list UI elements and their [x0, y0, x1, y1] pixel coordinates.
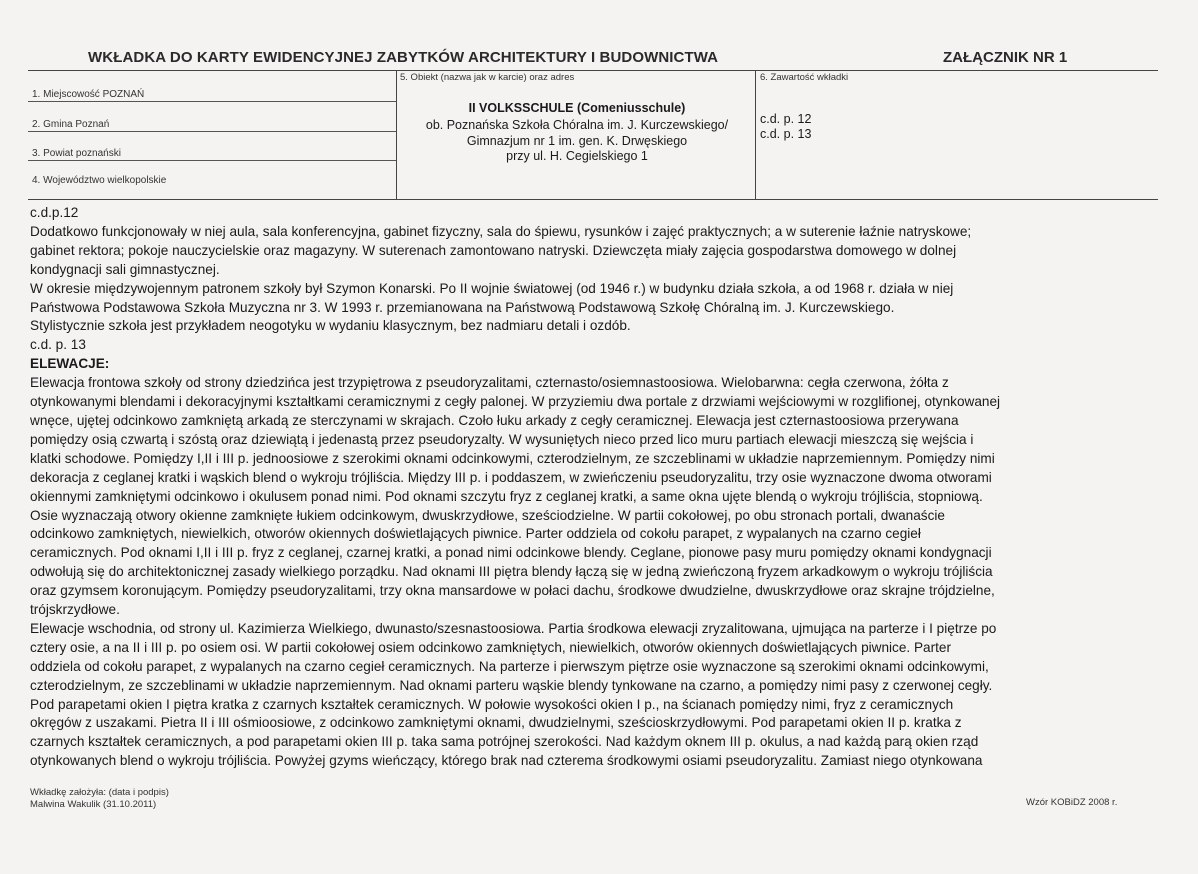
text-line: dekoracja z ceglanej kratki i wąskich blend o wykroju trójliścia. Między III p. i poddaszem, w zwieńczeniu pseudoryzalitu, trzy osie wyznaczone dwoma otworami [30, 469, 992, 485]
text-line: odcinkowo zamkniętych, niewielkich, otworów okiennych doświetlających piwnice. Parter oddziela od cokołu parapet, z wypalanych na czarno cegieł [30, 526, 921, 542]
object-column [396, 71, 756, 199]
text-line: okręgów z uszakami. Pietra II i III ośmioosiowe, z odcinkowo zamkniętymi oknami, dwudzielnymi, sześcioskrzydłowymi. Pod parapetami okien II p. kratka z [30, 715, 962, 731]
document-title: WKŁADKA DO KARTY EWIDENCYJNEJ ZABYTKÓW ARCHITEKTURY I BUDOWNICTWA [88, 49, 719, 66]
contents-item: c.d. p. 13 [760, 127, 812, 141]
text-line: Elewacja frontowa szkoły od strony dziedzińca jest trzypiętrowa z pseudoryzalitami, czternasto/osiemnastoosiowa. Wielobarwna: cegła czerwona, żółta z [30, 375, 949, 391]
text-line: kondygnacji sali gimnastycznej. [30, 261, 220, 277]
text-line: otynkowanych blend o wykroju trójliścia. Powyżej gzyms wieńczący, którego brak nad czterema środkowymi osiami pseudoryzalitu. Zamiast niego otynkowana [30, 753, 983, 769]
location-miejscowosc: 1. Miejscowość POZNAŃ [32, 89, 145, 100]
location-column [28, 71, 396, 199]
header-box [28, 70, 1158, 200]
text-line: Osie wyznaczają otwory okienne zamknięte łukiem odcinkowym, dwuskrzydłowe, sześciodzielne. W partii cokołowej, po obu stronach portali, dwanaście [30, 507, 945, 523]
text-line: czterodzielnym, ze szczeblinami w układzie naprzemiennym. Nad oknami parteru wąskie blendy tynkowane na czarno, a pomiędzy nimi pasy z czerwonej cegły. [30, 677, 993, 693]
text-line: ELEWACJE: [30, 356, 110, 372]
text-line: trójskrzydłowe. [30, 602, 120, 618]
created-label: Wkładkę założyła: (data i podpis) [30, 787, 169, 798]
text-line: ceramicznych. Pod oknami I,II i III p. fryz z ceglanej, czarnej kratki, a ponad nimi odcinkowe blendy. Ceglane, pionowe pasy muru pomiędzy oknami kondygnacji [30, 545, 992, 561]
text-line: Państwowa Podstawowa Szkoła Muzyczna nr 3. W 1993 r. przemianowana na Państwową Podstawową Szkołę Chóralną im. J. Kurczewskiego. [30, 299, 895, 315]
annex-label: ZAŁĄCZNIK NR 1 [943, 49, 1068, 66]
text-line: c.d.p.12 [30, 205, 79, 220]
text-line: Elewacje wschodnia, od strony ul. Kazimierza Wielkiego, dwunasto/szesnastoosiowa. Partia środkowa elewacji zryzalitowana, ujmująca na parterze i I piętrze po [30, 620, 997, 636]
location-powiat: 3. Powiat poznański [32, 148, 121, 159]
object-label: 5. Obiekt (nazwa jak w karcie) oraz adres [400, 72, 575, 83]
footer-creator [30, 787, 169, 811]
location-gmina-row [28, 102, 396, 132]
text-line: odwołują się do architektonicznej zasady wielkiego porządku. Nad oknami III piętra blendy łączą się w jedną zwieńczoną fryzem arkadkowym o wykroju trójliścia [30, 564, 993, 580]
template-label: Wzór KOBiDZ 2008 r. [1026, 797, 1118, 808]
text-line: oraz gzymsem koronującym. Pomiędzy pseudoryzalitami, trzy okna mansardowe w połaci dachu, środkowe dwudzielne, dwuskrzydłowe oraz skrajne trójdzielne, [30, 583, 995, 599]
created-by: Malwina Wakulik (31.10.2011) [30, 799, 157, 810]
text-line: W okresie międzywojennym patronem szkoły był Szymon Konarski. Po II wojnie światowej (od 1946 r.) w budynku działa szkoła, a od 1968 r. działa w niej [30, 280, 954, 296]
object-line: Gimnazjum nr 1 im. gen. K. Drwęskiego [466, 133, 688, 148]
location-powiat-row [28, 132, 396, 161]
contents-label: 6. Zawartość wkładki [760, 72, 849, 83]
text-line: c.d. p. 13 [30, 337, 86, 353]
contents-column [756, 71, 1158, 199]
contents-list [760, 112, 811, 142]
location-miejscowosc-row [28, 71, 396, 102]
text-line: gabinet rektora; pokoje nauczycielskie oraz magazyny. W suterenach zamontowano natryski. Dziewczęta miały zajęcia gospodarstwa domowego w dolnej [30, 242, 957, 258]
object-name: II VOLKSSCHULE (Comeniusschule) [468, 101, 686, 115]
text-line: cztery osie, a na II i III p. po osiem osi. W partii cokołowej osiem odcinkowo zamkniętych, niewielkich, otworów okiennych doświetlających piwnice. Parter [30, 639, 951, 655]
body-text [30, 204, 1160, 771]
object-line: ob. Poznańska Szkoła Chóralna im. J. Kurczewskiego/ [425, 118, 729, 132]
text-line: Stylistycznie szkoła jest przykładem neogotyku w wydaniu klasycznym, bez nadmiaru detali i ozdób. [30, 318, 631, 334]
location-wojewodztwo-row [28, 161, 396, 187]
text-line: Pod parapetami okien I piętra kratka z czarnych kształtek ceramicznych. W połowie wysokości okien I p., na ścianach pomiędzy nimi, fryz z ceramicznych [30, 696, 954, 712]
text-line: wnęce, ujętej odcinkowo zamkniętą arkadą ze sterczynami w skrajach. Czoło łuku arkady z cegły ceramicznej. Elewacja jest czternastoosiowa przerywana [30, 412, 959, 428]
location-wojewodztwo: 4. Województwo wielkopolskie [32, 175, 167, 186]
text-line: otynkowanymi blendami i dekoracyjnymi kształtkami ceramicznymi z cegły palonej. W przyziemiu dwa portale z drzwiami wejściowymi w rozglifionej, otynkowanej [30, 394, 1001, 410]
text-line: pomiędzy osią czwartą i szóstą oraz dziewiątą i jedenastą przez pseudoryzalty. W wysuniętych nieco przed lico muru partiach elewacji mieszczą się wejścia i [30, 431, 974, 447]
contents-item: c.d. p. 12 [760, 112, 812, 126]
location-gmina: 2. Gmina Poznań [32, 119, 110, 130]
text-line: klatki schodowe. Pomiędzy I,II i III p. jednoosiowe z szerokimi oknami odcinkowymi, czterodzielnym, ze szczeblinami w układzie naprzemiennym. Pomiędzy nimi [30, 450, 995, 466]
text-line: Dodatkowo funkcjonowały w niej aula, sala konferencyjna, gabinet fizyczny, sala do śpiewu, rysunków i zajęć praktycznych; a w suterenie łaźnie natryskowe; [30, 223, 972, 239]
object-address [397, 118, 757, 165]
object-line: przy ul. H. Cegielskiego 1 [506, 149, 648, 163]
text-line: okiennymi zamkniętymi odcinkowo i okulusem ponad nimi. Pod oknami szczytu fryz z ceglanej kratki, a same okna ujęte blendą o wykroju trójliścia, stopniową. [30, 488, 983, 504]
text-line: oddziela od cokołu parapet, z wypalanych na czarno cegieł ceramicznych. Na parterze i pierwszym piętrze osie wyznaczone są szerokimi oknami odcinkowymi, [30, 658, 989, 674]
text-line: czarnych kształtek ceramicznych, a pod parapetami okien III p. taka sama potrójnej szerokości. Nad każdym oknem III p. okulus, a nad każdą parą okien rząd [30, 734, 979, 750]
